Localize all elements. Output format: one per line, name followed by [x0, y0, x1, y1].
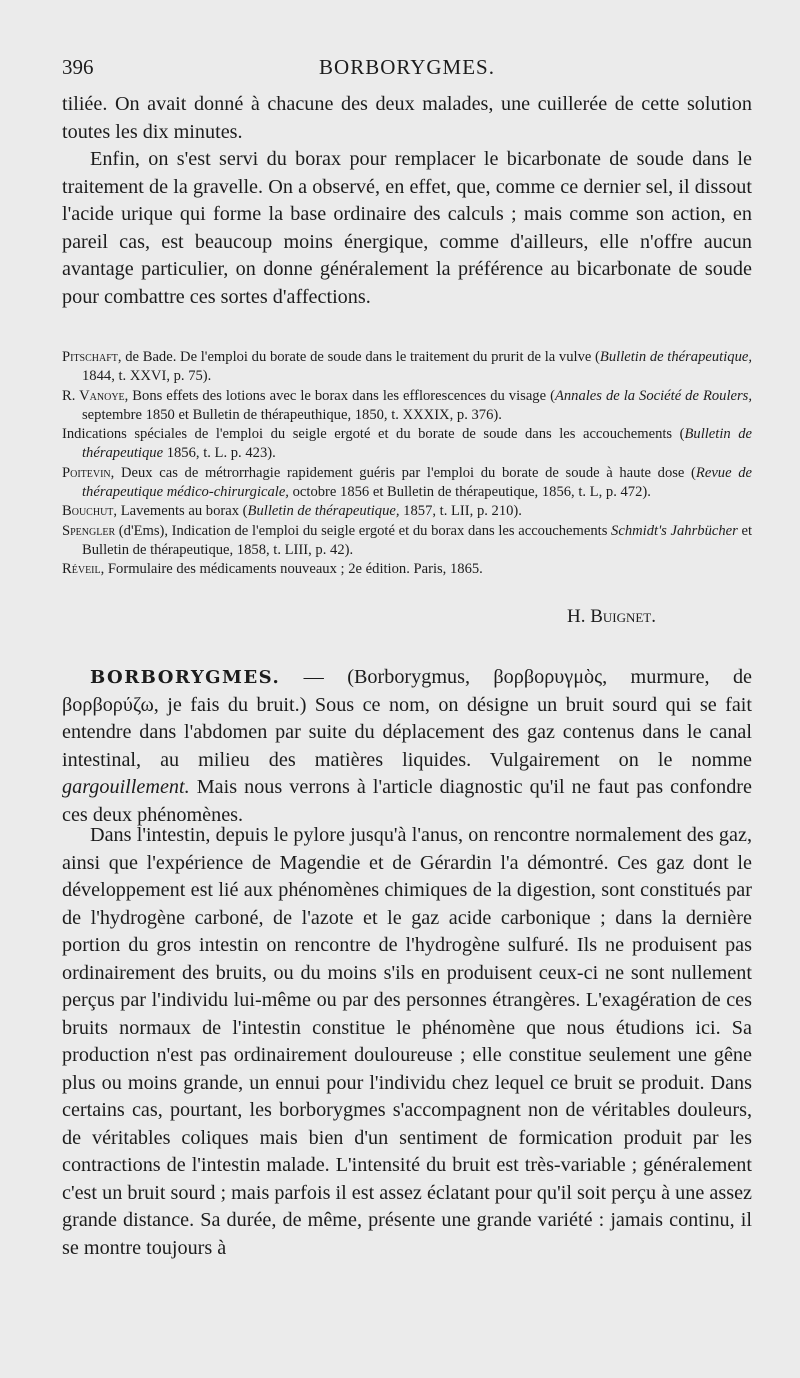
paragraph-gravelle: Enfin, on s'est servi du borax pour remplacer le bicarbonate de soude dans le traitement de la gravelle. On a observé, en effet, que, comme ce dernier sel, il dissout l'acide urique qui forme la base ordinaire des calculs ; mais comme son action, en pareil cas, est beaucoup moins énergique, comme d'ailleurs, elle n'offre aucun avantage particulier, on donne généralement la préférence au bicarbonate de soude pour combattre ces sortes d'affections. [62, 148, 752, 308]
author-signature: H. Buignet. [566, 606, 656, 627]
article-paragraph: Dans l'intestin, depuis le pylore jusqu'à l'anus, on rencontre normalement des gaz, ainsi que l'expérience de Magendie et de Gérardin l'a démontré. Ces gaz dont le développement est lié aux phénomènes chimiques de la digestion, sont constitués par de l'hydrogène carboné, de l'azote et le gaz acide carbonique ; dans la dernière portion du gros intestin on rencontre de l'hydrogène sulfuré. Ils ne produisent pas ordinairement des bruits, ou du moins s'ils en produisent ceux-ci ne sont nullement perçus par l'individu lui-même ou par des personnes étrangères. L'exagération de ces bruits normaux de l'intestin constitue le phénomène que nous étudions ici. Sa production n'est pas ordinairement douloureuse ; elle constitue seulement une gêne plus ou moins grande, un ennui pour l'individu chez lequel ce bruit se produit. Dans certains cas, pourtant, les borborygmes s'accompagnent non de véritables douleurs, de véritables coliques mais bien d'un sentiment de formication produit par les contractions de l'intestin malade. L'intensité du bruit est très-variable ; généralement c'est un bruit sourd ; mais parfois il est assez éclatant pour qu'il soit perçu à une assez grande distance. Sa durée, de même, présente une grande variété : jamais continu, il se montre toujours à [62, 824, 752, 1259]
reference-item: Poitevin, Deux cas de métrorrhagie rapidement guéris par l'emploi du borate de soude à haute dose (Revue de thérapeutique médico-chirurgicale, octobre 1856 et Bulletin de thérapeutique, 1856, t. L, p. 472). [62, 464, 752, 501]
reference-item: Bouchut, Lavements au borax (Bulletin de thérapeutique, 1857, t. LII, p. 210). [62, 503, 522, 520]
article-intro: BORBORYGMES. — (Borborygmus, βορβορυγμὸς, murmure, de βορβορύζω, je fais du bruit.) Sous ce nom, on désigne un bruit sourd qui se fait entendre dans l'abdomen par suite du déplacement des gaz contenus dans le canal intestinal, au milieu des matières liquides. Vulgairement on le nomme gargouillement. Mais nous verrons à l'article diagnostic qu'il ne faut pas confondre ces deux phénomènes. [62, 666, 752, 826]
running-header [62, 55, 752, 83]
reference-item: Indications spéciales de l'emploi du seigle ergoté et du borate de soude dans les accouchements (Bulletin de thérapeutique 1856, t. L. p. 423). [62, 426, 752, 462]
bibliography [62, 348, 752, 580]
paragraph-continuation: tiliée. On avait donné à chacune des deux malades, une cuillerée de cette solution toutes les dix minutes. [62, 93, 752, 143]
reference-item: Pitschaft, de Bade. De l'emploi du borate de soude dans le traitement du prurit de la vulve (Bulletin de thérapeutique, 1844, t. XXVI, p. 75). [62, 349, 752, 385]
article-headword: BORBORYGMES. [90, 667, 281, 688]
page-number: 396 [62, 55, 94, 79]
reference-item: Spengler (d'Ems), Indication de l'emploi du seigle ergoté et du borax dans les accouchements Schmidt's Jahrbücher et Bulletin de thérapeutique, 1858, t. LIII, p. 42). [62, 522, 753, 558]
reference-item: Réveil, Formulaire des médicaments nouveaux ; 2e édition. Paris, 1865. [62, 561, 483, 578]
running-title: BORBORYGMES. [319, 55, 495, 79]
reference-item: R. Vanoye, Bons effets des lotions avec le borax dans les efflorescences du visage (Annales de la Société de Roulers, septembre 1850 et Bulletin de thérapeuthique, 1850, t. XXXIX, p. 376). [62, 387, 753, 423]
